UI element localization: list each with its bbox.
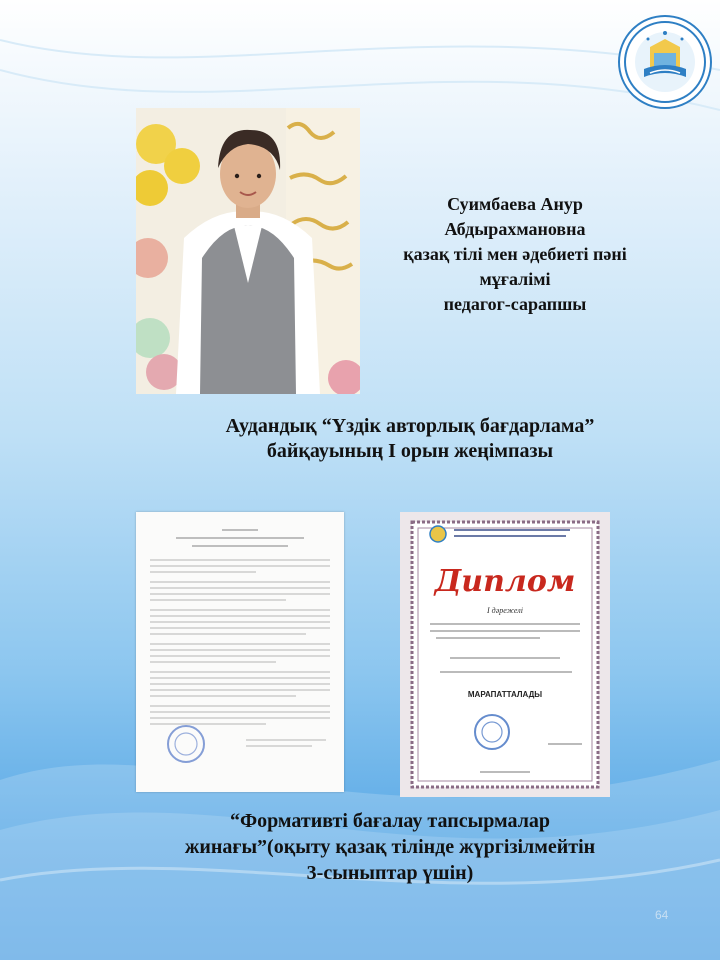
school-emblem-icon (620, 17, 710, 107)
teacher-info (380, 192, 650, 317)
award-line1: Аудандық “Үздік авторлық бағдарлама” (225, 415, 595, 437)
certificate-document-image (136, 512, 344, 792)
background-top-waves (0, 0, 720, 200)
diploma-image (400, 512, 610, 797)
page-number: 64 (655, 908, 669, 922)
background-waves (0, 560, 720, 960)
award-line2: байқауының І орын жеңімпазы (266, 440, 554, 462)
teacher-role-line1: қазақ тілі мен әдебиеті пәні (403, 244, 627, 264)
teacher-photo (136, 108, 360, 394)
teacher-name-line1: Суимбаева Анур (447, 194, 583, 214)
teacher-name-line2: Абдырахмановна (444, 219, 586, 239)
school-emblem-logo (618, 15, 712, 109)
diploma-heading: Диплом (434, 564, 576, 599)
collection-line3: 3-сыныптар үшін) (306, 862, 474, 884)
diploma-awarded: МАРАПАТТАЛАДЫ (467, 690, 543, 699)
collection-line2: жинағы”(оқыту қазақ тілінде жүргізілмейтін (184, 836, 596, 858)
diploma-degree: I дәрежелі (486, 606, 523, 615)
collection-line1: “Формативті бағалау тапсырмалар (229, 810, 551, 832)
teacher-title: педагог-сарапшы (443, 294, 587, 314)
teacher-role-line2: мұғалімі (479, 269, 551, 289)
award-caption (180, 414, 640, 464)
collection-caption (140, 808, 640, 886)
